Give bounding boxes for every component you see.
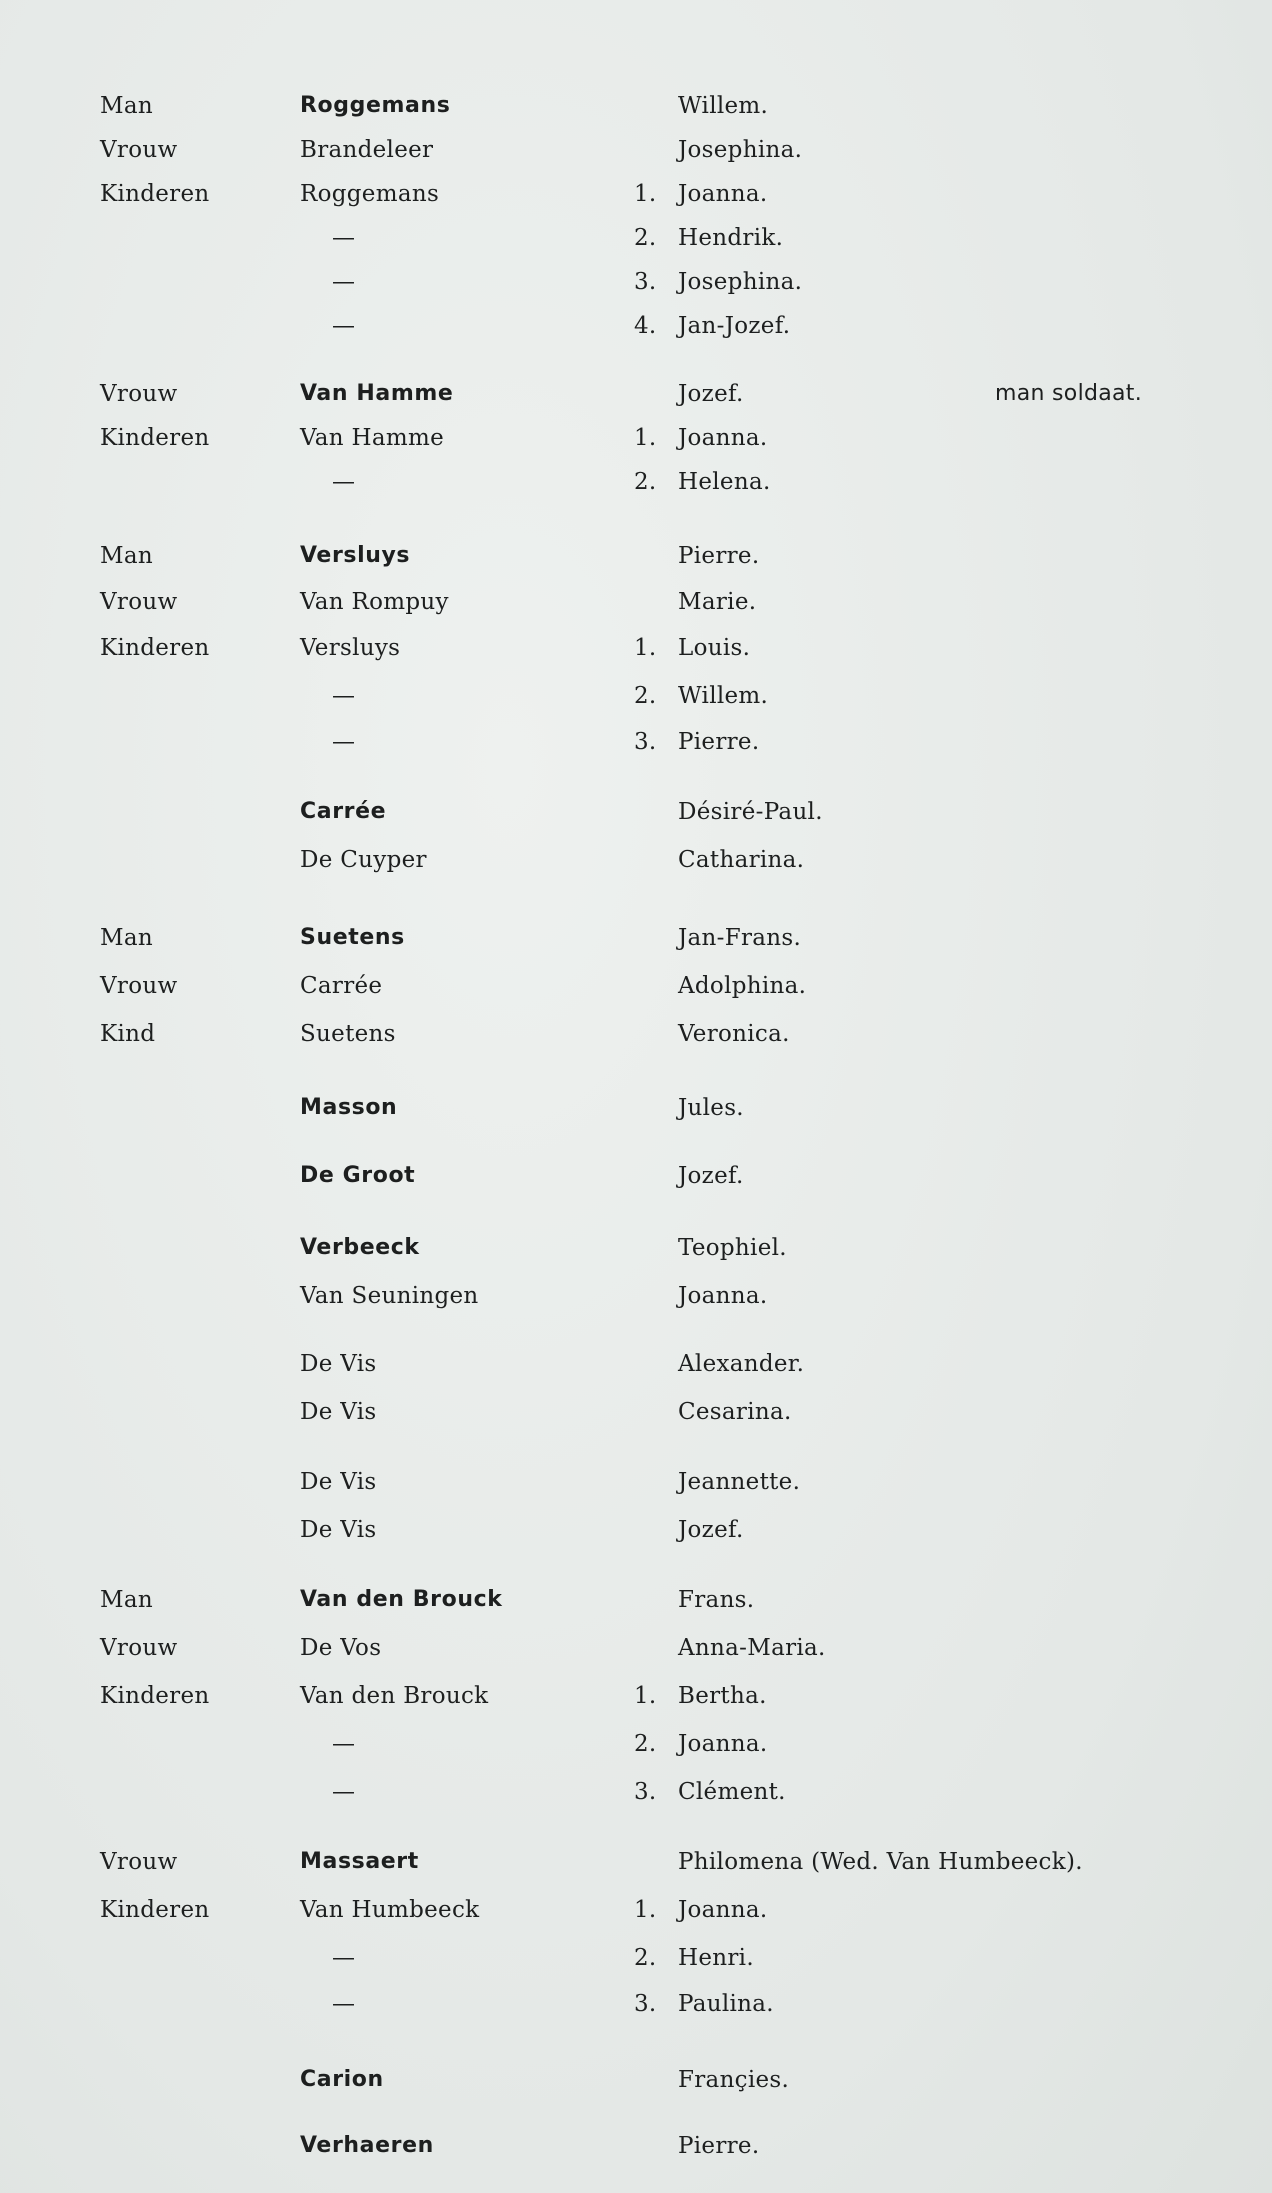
given-name: Catharina. [678,847,805,873]
given-name: Willem. [678,93,769,119]
register-row [0,92,1272,132]
surname: Roggemans [300,93,451,118]
register-row [0,1944,1272,1984]
role-label: Vrouw [100,973,178,999]
child-number: 3. [634,1991,657,2017]
register-row [0,224,1272,264]
given-name: Joanna. [678,1897,768,1923]
surname: — [332,1945,356,1971]
role-label: Vrouw [100,381,178,407]
surname: De Vos [300,1635,382,1661]
given-name: Françies. [678,2067,790,2093]
given-name: Bertha. [678,1683,767,1709]
surname: Suetens [300,1021,396,1047]
surname: — [332,269,356,295]
register-row [0,846,1272,886]
role-label: Man [100,925,153,951]
surname: Van Hamme [300,425,445,451]
child-number: 2. [634,683,657,709]
register-row [0,1398,1272,1438]
surname: Versluys [300,635,401,661]
given-name: Jozef. [678,381,744,407]
register-row [0,542,1272,582]
register-row [0,682,1272,722]
child-number: 2. [634,225,657,251]
given-name: Joanna. [678,1731,768,1757]
given-name: Hendrik. [678,225,784,251]
given-name: Jeannette. [678,1469,801,1495]
register-row [0,1468,1272,1508]
surname: — [332,469,356,495]
given-name: Pierre. [678,729,760,755]
given-name: Joanna. [678,425,768,451]
surname: Versluys [300,543,411,568]
surname: — [332,1731,356,1757]
surname: Van Humbeeck [300,1897,480,1923]
given-name: Joanna. [678,181,768,207]
surname: De Vis [300,1517,377,1543]
given-name: Jules. [678,1095,744,1121]
given-name: Paulina. [678,1991,774,2017]
given-name: Josephina. [678,137,803,163]
register-row [0,634,1272,674]
given-name: Joanna. [678,1283,768,1309]
given-name: Josephina. [678,269,803,295]
surname: Verbeeck [300,1235,420,1260]
given-name: Philomena (Wed. Van Humbeeck). [678,1849,1083,1875]
given-name: Veronica. [678,1021,790,1047]
register-row [0,468,1272,508]
child-number: 1. [634,425,657,451]
role-label: Kinderen [100,425,210,451]
register-row [0,972,1272,1012]
surname: Brandeleer [300,137,434,163]
role-label: Vrouw [100,1849,178,1875]
surname: Suetens [300,925,405,950]
child-number: 1. [634,181,657,207]
surname: Masson [300,1095,398,1120]
register-row [0,1634,1272,1674]
child-number: 2. [634,469,657,495]
register-row [0,1682,1272,1722]
given-name: Teophiel. [678,1235,787,1261]
role-label: Vrouw [100,589,178,615]
role-label: Kinderen [100,635,210,661]
surname: Verhaeren [300,2133,434,2158]
role-label: Vrouw [100,1635,178,1661]
role-label: Kinderen [100,181,210,207]
given-name: Henri. [678,1945,754,1971]
register-row [0,1162,1272,1202]
role-label: Man [100,543,153,569]
register-row [0,1990,1272,2030]
given-name: Adolphina. [678,973,807,999]
surname: De Cuyper [300,847,427,873]
surname: Van Hamme [300,381,454,406]
register-row [0,136,1272,176]
given-name: Alexander. [678,1351,805,1377]
surname: — [332,313,356,339]
role-label: Vrouw [100,137,178,163]
register-row [0,180,1272,220]
register-row [0,1350,1272,1390]
surname: De Vis [300,1351,377,1377]
register-row [0,728,1272,768]
given-name: Helena. [678,469,771,495]
given-name: Anna-Maria. [678,1635,826,1661]
register-row [0,1778,1272,1818]
role-label: Man [100,93,153,119]
given-name: Jozef. [678,1517,744,1543]
register-row [0,2066,1272,2106]
child-number: 1. [634,1897,657,1923]
given-name: Clément. [678,1779,786,1805]
surname: — [332,729,356,755]
given-name: Pierre. [678,2133,760,2159]
surname: Van den Brouck [300,1683,489,1709]
child-number: 3. [634,729,657,755]
surname: Massaert [300,1849,419,1874]
role-label: Kinderen [100,1897,210,1923]
surname: Carrée [300,799,387,824]
role-label: Man [100,1587,153,1613]
register-row [0,268,1272,308]
surname: Roggemans [300,181,440,207]
surname: De Vis [300,1469,377,1495]
surname: De Vis [300,1399,377,1425]
child-number: 1. [634,635,657,661]
register-row [0,1586,1272,1626]
register-row [0,424,1272,464]
given-name: Jan-Frans. [678,925,802,951]
surname: Van Seuningen [300,1283,479,1309]
register-row [0,798,1272,838]
remark: man soldaat. [995,381,1143,406]
register-row [0,1730,1272,1770]
child-number: 2. [634,1945,657,1971]
register-row [0,1516,1272,1556]
register-row [0,1094,1272,1134]
child-number: 1. [634,1683,657,1709]
given-name: Cesarina. [678,1399,792,1425]
given-name: Marie. [678,589,757,615]
given-name: Jozef. [678,1163,744,1189]
child-number: 2. [634,1731,657,1757]
register-row [0,1848,1272,1888]
surname: — [332,225,356,251]
surname: Carrée [300,973,383,999]
given-name: Louis. [678,635,751,661]
register-row [0,1020,1272,1060]
surname: De Groot [300,1163,416,1188]
surname: Van den Brouck [300,1587,503,1612]
register-row [0,1896,1272,1936]
surname: — [332,683,356,709]
role-label: Kinderen [100,1683,210,1709]
surname: Van Rompuy [300,589,449,615]
surname: — [332,1991,356,2017]
register-row [0,2132,1272,2172]
given-name: Jan-Jozef. [678,313,791,339]
child-number: 3. [634,269,657,295]
register-row [0,588,1272,628]
given-name: Désiré-Paul. [678,799,823,825]
role-label: Kind [100,1021,156,1047]
register-row [0,380,1272,420]
register-row [0,312,1272,352]
given-name: Frans. [678,1587,755,1613]
surname: — [332,1779,356,1805]
child-number: 3. [634,1779,657,1805]
register-row [0,1282,1272,1322]
given-name: Pierre. [678,543,760,569]
register-row [0,924,1272,964]
surname: Carion [300,2067,384,2092]
child-number: 4. [634,313,657,339]
register-row [0,1234,1272,1274]
given-name: Willem. [678,683,769,709]
